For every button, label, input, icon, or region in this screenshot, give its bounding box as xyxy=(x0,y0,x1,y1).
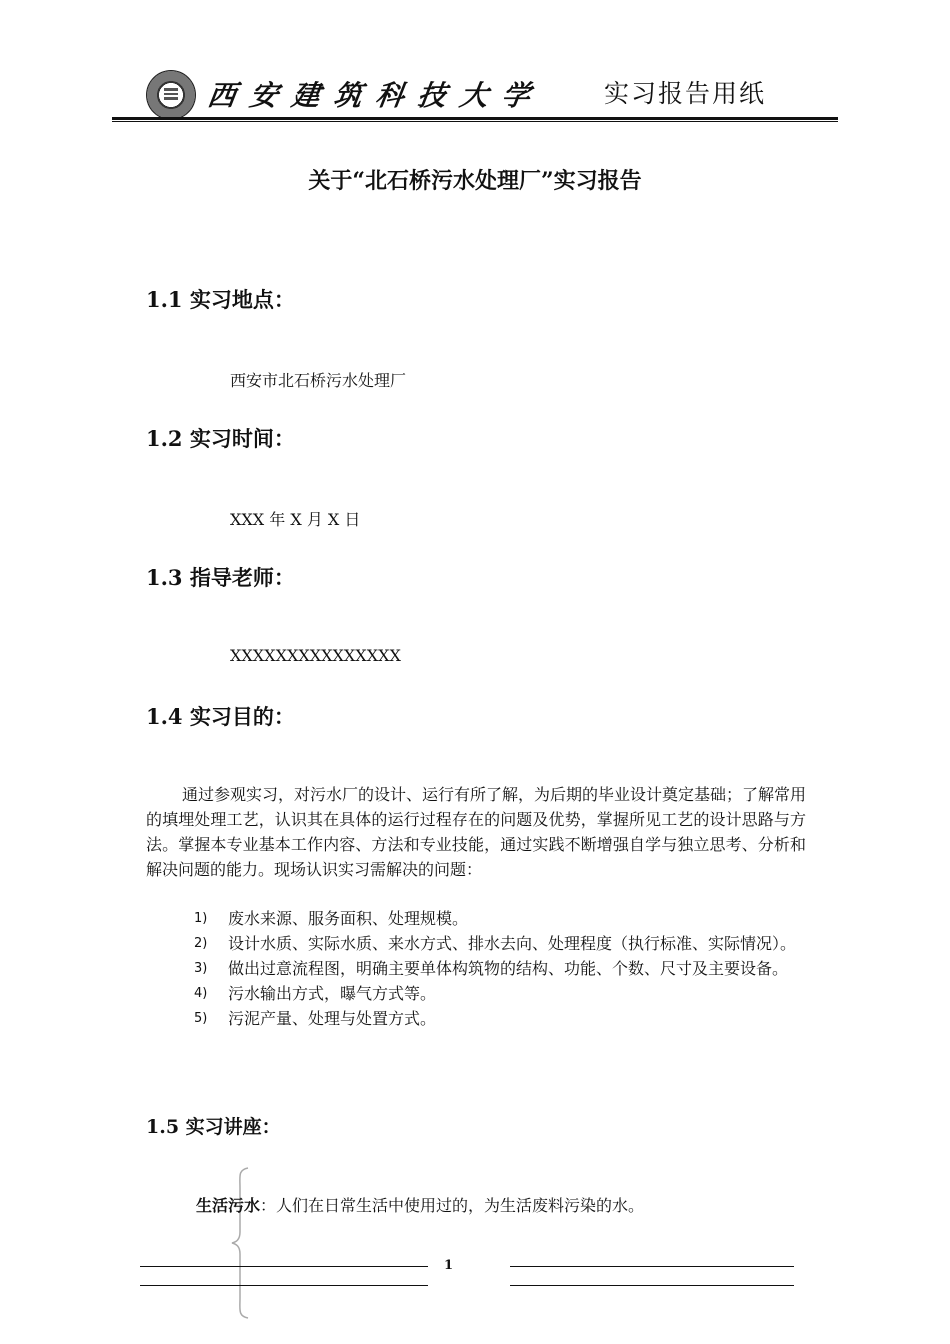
header-rule-thin xyxy=(112,121,838,122)
section-heading-location: 1.1 实习地点： xyxy=(146,287,295,312)
list-item xyxy=(190,1006,808,1031)
section-heading-time: 1.2 实习时间： xyxy=(146,426,295,451)
brace-icon xyxy=(228,1166,252,1320)
list-item-text: 废水来源、服务面积、处理规模。 xyxy=(228,909,469,928)
location-value: 西安市北石桥污水处理厂 xyxy=(230,371,407,390)
list-item xyxy=(190,931,808,956)
university-name: 西安建筑科技大学 xyxy=(205,79,547,112)
section-heading-lecture: 1.5 实习讲座： xyxy=(146,1116,281,1138)
list-item xyxy=(190,981,808,1006)
footer-rule-left-upper xyxy=(140,1266,428,1267)
advisor-value: XXXXXXXXXXXXXXX xyxy=(230,646,401,665)
lecture-definition xyxy=(196,1193,644,1216)
objectives-list xyxy=(190,906,808,1031)
footer-rule-right-upper xyxy=(510,1266,794,1267)
university-logo-icon xyxy=(146,70,196,120)
lecture-term: 生活污水 xyxy=(196,1196,261,1215)
section-heading-advisor: 1.3 指导老师： xyxy=(146,565,295,590)
footer-rule-left-lower xyxy=(140,1285,428,1286)
page-header xyxy=(112,60,838,122)
list-item-number: 2) xyxy=(194,936,208,951)
list-item-number: 1) xyxy=(194,911,208,926)
list-item-number: 5) xyxy=(194,1011,208,1026)
section-heading-purpose: 1.4 实习目的： xyxy=(146,704,295,729)
header-rule xyxy=(112,117,838,120)
time-value: XXX 年 X 月 X 日 xyxy=(230,510,361,529)
list-item-text: 设计水质、实际水质、来水方式、排水去向、处理程度（执行标准、实际情况）。 xyxy=(228,934,797,953)
list-item xyxy=(190,906,808,931)
page-number: 1 xyxy=(444,1258,454,1273)
list-item-text: 做出过意流程图，明确主要单体构筑物的结构、功能、个数、尺寸及主要设备。 xyxy=(228,959,789,978)
list-item-number: 4) xyxy=(194,986,208,1001)
lecture-definition-text: ：人们在日常生活中使用过的，为生活废料污染的水。 xyxy=(260,1196,645,1215)
paper-label: 实习报告用纸 xyxy=(604,79,767,108)
list-item-number: 3) xyxy=(194,961,208,976)
list-item-text: 污泥产量、处理与处置方式。 xyxy=(228,1009,437,1028)
footer-rule-right-lower xyxy=(510,1285,794,1286)
list-item-text: 污水输出方式，曝气方式等。 xyxy=(228,984,437,1003)
list-item xyxy=(190,956,808,981)
purpose-paragraph: 通过参观实习，对污水厂的设计、运行有所了解，为后期的毕业设计奠定基础；了解常用的填埋处理工艺，认识其在具体的运行过程存在的问题及优势，掌握所见工艺的设计思路与方法。掌握本专业基本工作内容、方法和专业技能，通过实践不断增强自学与独立思考、分析和解决问题的能力。现场认识实习需解决的问题： xyxy=(146,785,807,879)
report-title: 关于“北石桥污水处理厂”实习报告 xyxy=(308,168,642,194)
